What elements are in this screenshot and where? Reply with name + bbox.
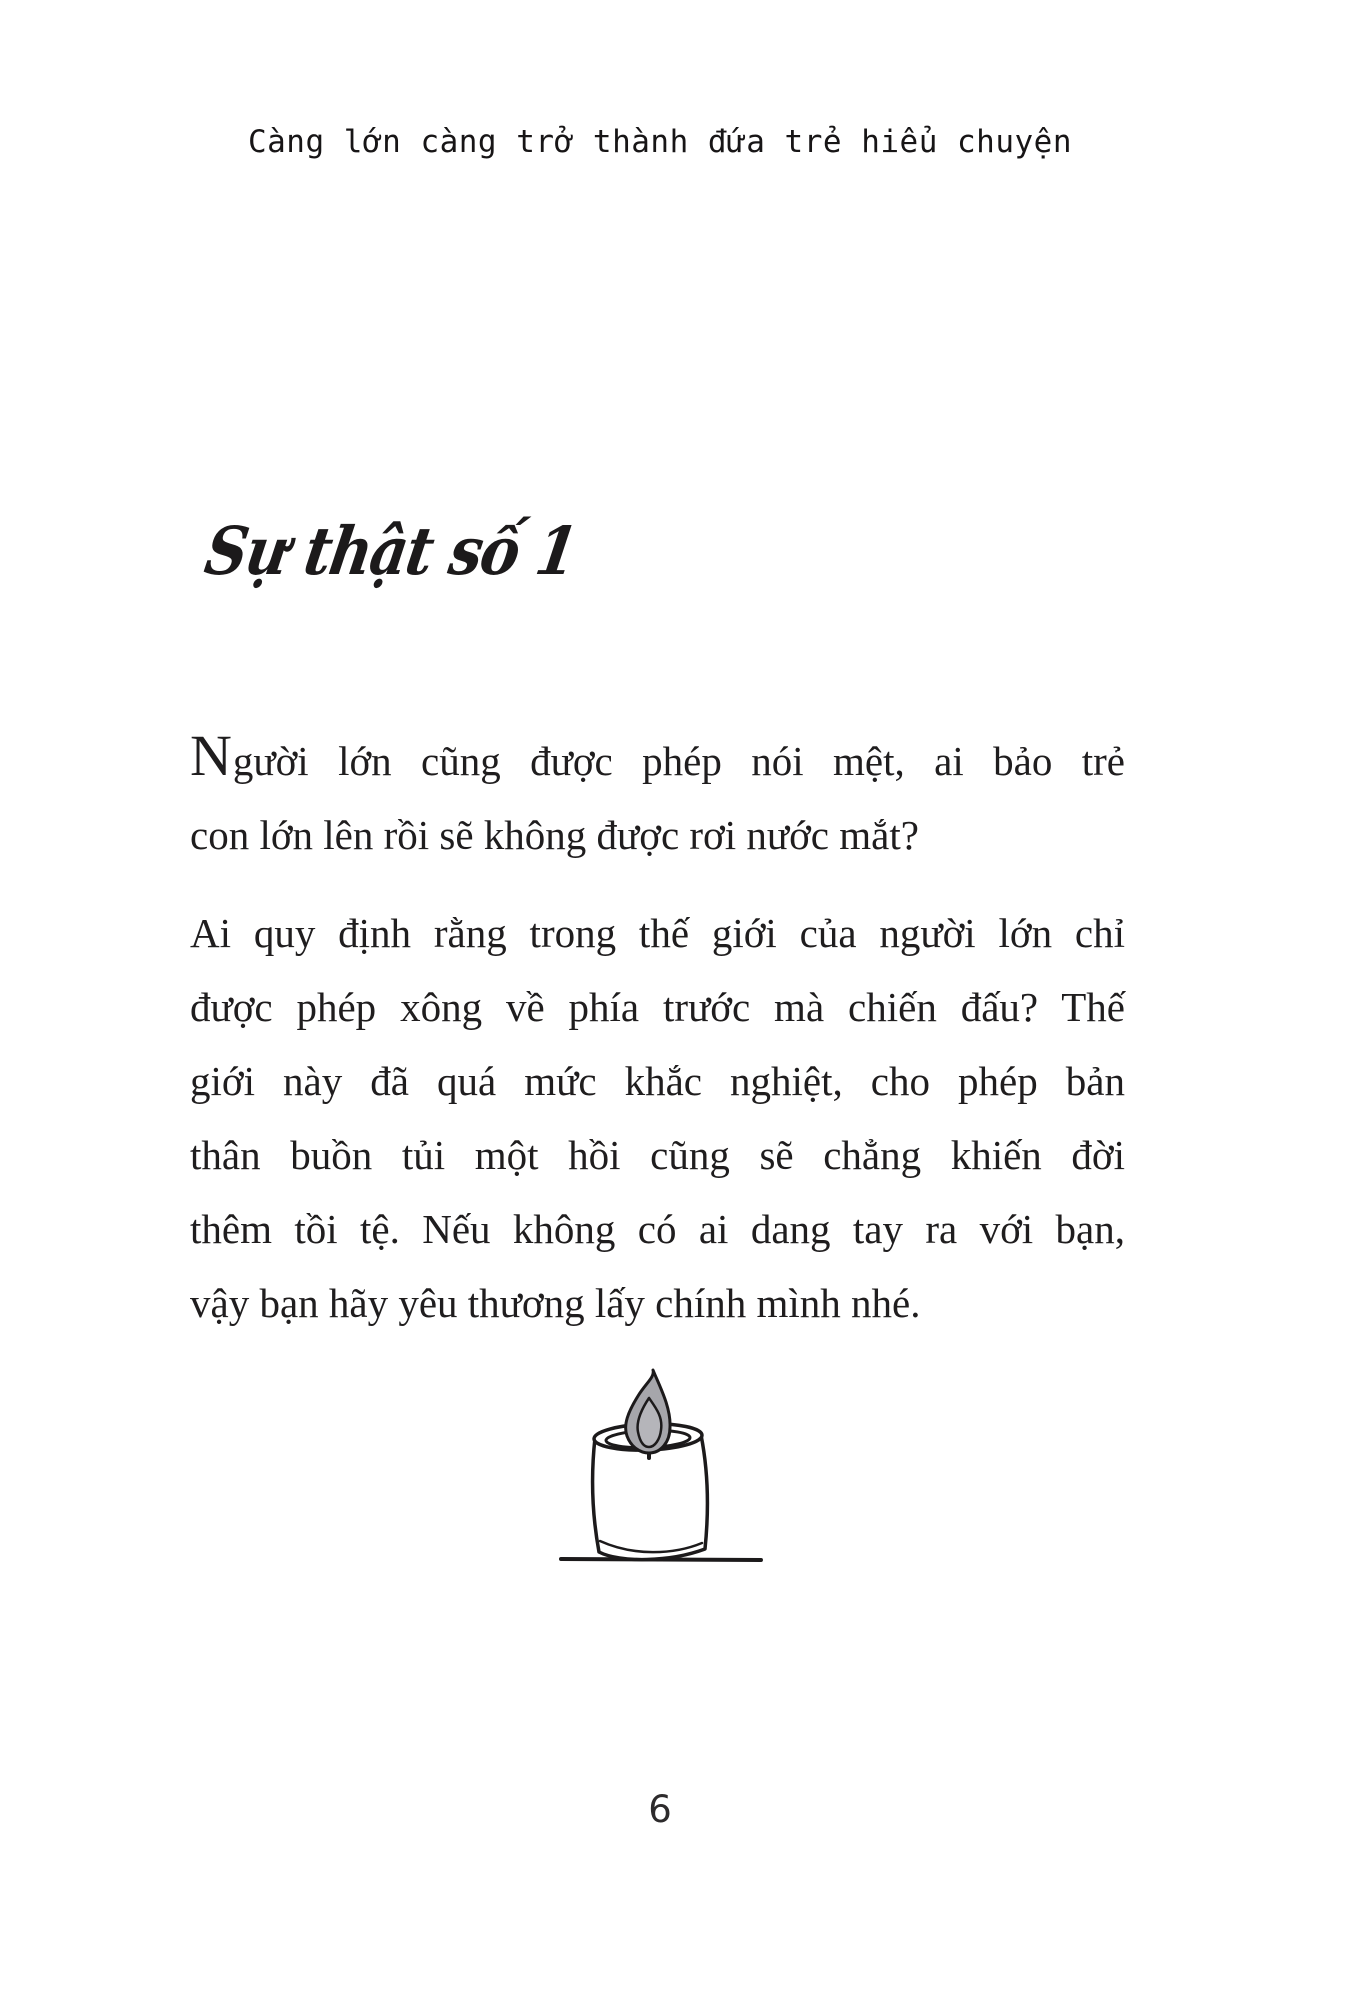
body-line: vậy bạn hãy yêu thương lấy chính mình nhé. (190, 1280, 921, 1326)
body-line: Ai quy định rằng trong thế giới của người lớn chỉ (190, 910, 1125, 956)
body-text (190, 724, 1125, 1340)
section-heading: Sự thật số 1 (200, 512, 582, 590)
body-line: con lớn lên rồi sẽ không được rơi nước mắt? (190, 812, 919, 858)
body-line: được phép xông về phía trước mà chiến đấu? Thế (190, 984, 1125, 1030)
running-header: Càng lớn càng trở thành đứa trẻ hiểu chuyện (247, 124, 1073, 160)
candle-illustration (558, 1368, 773, 1573)
body-line: giới này đã quá mức khắc nghiệt, cho phép bản (190, 1058, 1125, 1104)
paragraph (190, 896, 1125, 1340)
body-line: thân buồn tủi một hồi cũng sẽ chẳng khiến đời (190, 1132, 1125, 1178)
body-line: Người lớn cũng được phép nói mệt, ai bảo trẻ (190, 723, 1125, 788)
paragraph (190, 724, 1125, 872)
body-line: thêm tồi tệ. Nếu không có ai dang tay ra với bạn, (190, 1206, 1125, 1252)
candle-icon (558, 1368, 773, 1573)
page-number: 6 (648, 1788, 672, 1831)
drop-cap: N (190, 723, 233, 788)
